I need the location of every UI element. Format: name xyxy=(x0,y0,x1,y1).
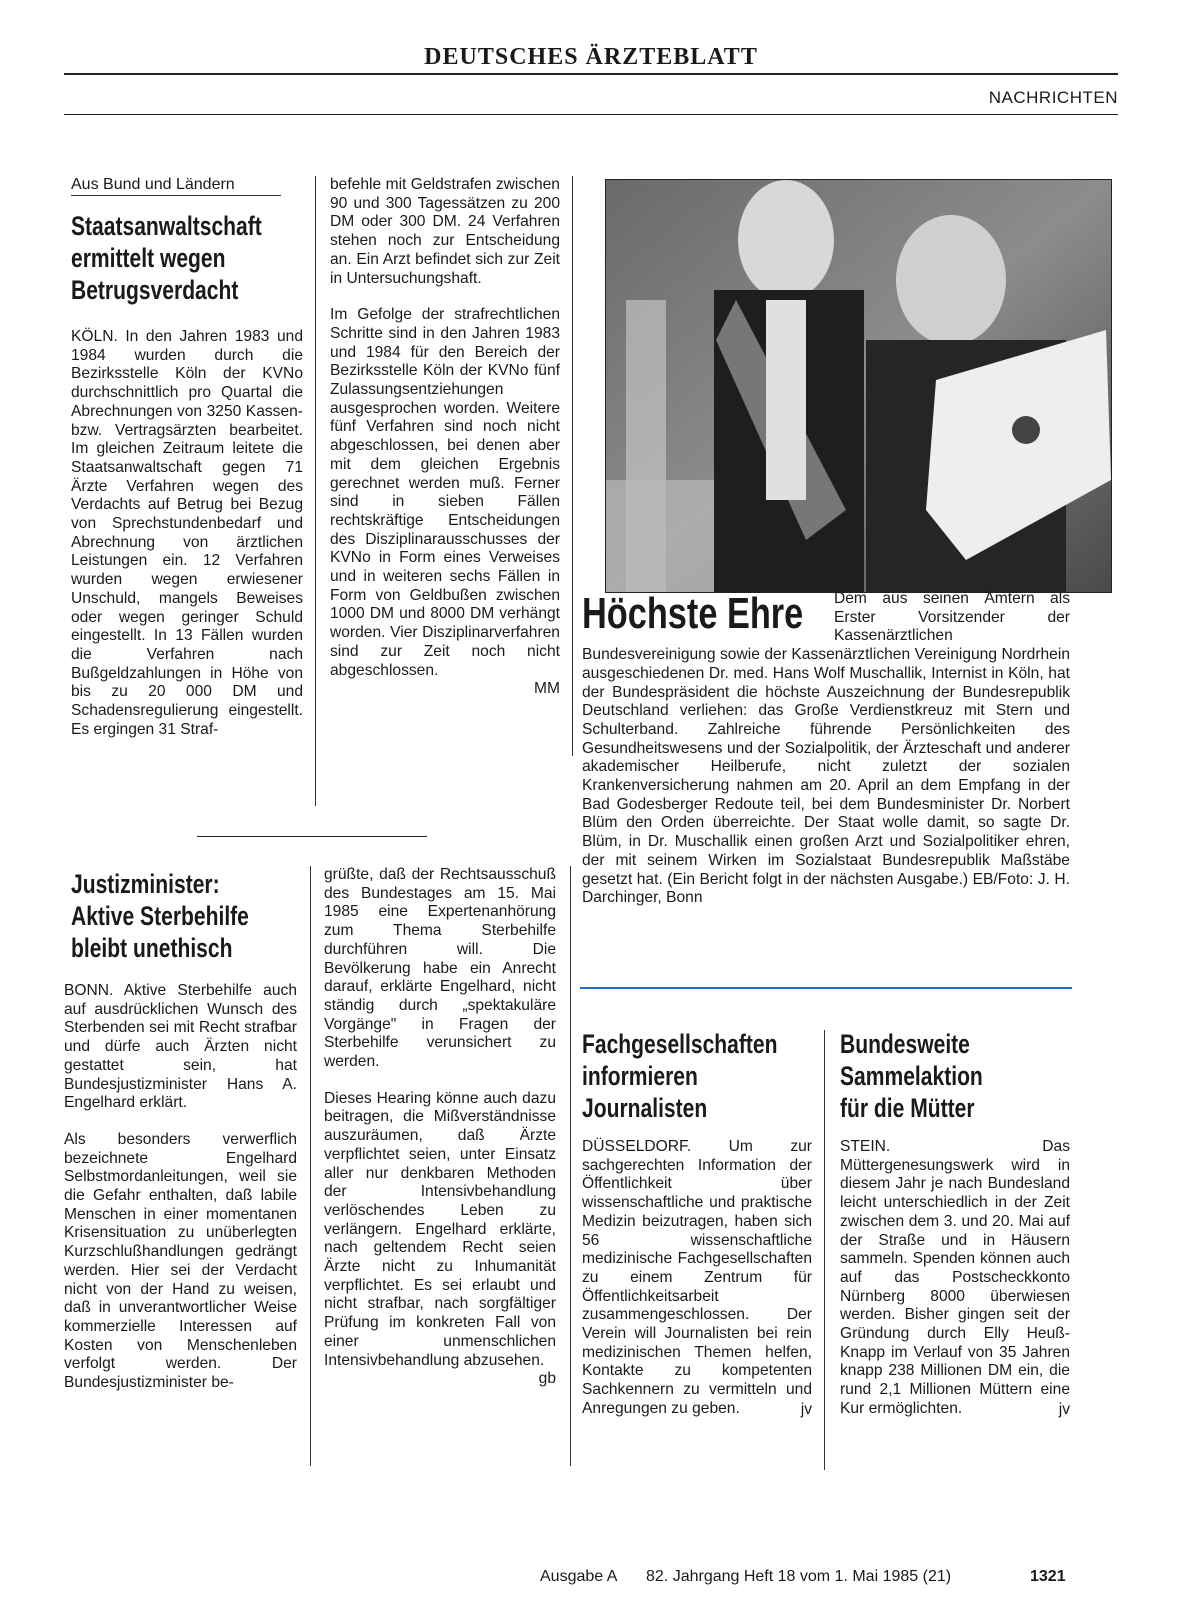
column-divider xyxy=(315,176,316,806)
column-divider xyxy=(572,176,573,756)
article5-body xyxy=(840,1138,1070,1419)
column-divider xyxy=(310,866,311,1466)
section-label: NACHRICHTEN xyxy=(988,88,1118,107)
headline-line: Justizminister: xyxy=(71,869,220,899)
page-number: 1321 xyxy=(1030,1568,1066,1585)
signature: jv xyxy=(800,1400,812,1418)
headline-line: Bundesweite xyxy=(840,1029,970,1059)
masthead: DEUTSCHES ÄRZTEBLATT xyxy=(424,44,758,70)
article1-headline xyxy=(71,210,316,306)
article1-column1 xyxy=(71,328,303,739)
headline-spacer xyxy=(582,590,834,632)
headline-line: informieren xyxy=(582,1061,698,1091)
article2-column1 xyxy=(64,982,297,1393)
headline-line: Betrugsverdacht xyxy=(71,275,239,305)
paragraph: DÜSSELDORF. Um zur sachgerechten Information der Öffentlichkeit über wissenschaftliche und praktische Medizin beizutragen, haben sich 56 wissenschaftliche medizinische Fachgesellschaften zu einem Zentrum für Öffentlichkeitsarbeit zusammengeschlossen. Der Verein will Journalisten bei rein medizinischen Themen helfen, Kontakte zu kompetenten Sachkennern zu vermitteln und Anregungen zu geben. xyxy=(582,1138,812,1417)
signature: jv xyxy=(1058,1400,1070,1418)
paragraph: Im Gefolge der strafrechtlichen Schritte sind in den Jahren 1983 und 1984 für den Bereich der Bezirksstelle Köln der KVNo fünf Zulassungsentziehungen ausgesprochen worden. Weitere fünf Verfahren sind noch nicht abgeschlossen, bei denen aber mit dem gleichen Ergebnis gerechnet werden muß. Ferner sind in sieben Fällen rechtskräftige Entscheidungen des Disziplinarausschusses der KVNo in Form eines Verweises und in weiteren sechs Fällen in Form von Geldbußen zwischen 1000 DM und 8000 DM verhängt worden. Vier Disziplinarverfahren sind zur Zeit noch nicht abgeschlossen. xyxy=(330,306,560,679)
headline-line: ermittelt wegen xyxy=(71,243,226,273)
header-rule xyxy=(64,114,1118,115)
award-photo-illustration xyxy=(606,180,1111,592)
article4-body xyxy=(582,1138,812,1419)
headline-line: Sammelaktion xyxy=(840,1061,983,1091)
paragraph: STEIN. Das Müttergenesungswerk wird in diesem Jahr je nach Bundesland leicht unterschiedlich in der Zeit zwischen dem 3. und 20. Mai auf der Straße und in Häusern sammeln. Spenden können auch auf das Postscheckkonto Nürnberg 8000 überwiesen werden. Bisher gingen seit der Gründung durch Elly Heuß-Knapp im Verlauf von 35 Jahren knapp 238 Millionen DM ein, die rund 2,1 Millionen Müttern eine Kur ermöglichten. xyxy=(840,1138,1070,1417)
award-photo xyxy=(605,179,1112,593)
article2-column2 xyxy=(324,866,556,1389)
headline-line: bleibt unethisch xyxy=(71,933,233,963)
article3-body xyxy=(582,590,1070,908)
section-kicker: Aus Bund und Ländern xyxy=(71,176,281,196)
paragraph: Dieses Hearing könne auch dazu beitragen, die Mißverständnisse auszuräumen, daß Ärzte verpflichtet seien, unter Einsatz aller nur denkbaren Methoden der Intensivbehandlung verlöschendes Leben zu verlängern. Engelhard erklärte, nach geltendem Recht seien Ärzte nicht zu Inhumanität verpflichtet. Es sei erlaubt und nicht strafbar, nach sorgfältiger Prüfung im konkreten Fall von einer unmenschlichen Intensivbehandlung abzusehen. xyxy=(324,1089,556,1369)
article5-headline xyxy=(840,1028,1023,1124)
masthead-rule xyxy=(64,73,1118,75)
article4-headline xyxy=(582,1028,833,1124)
paragraph xyxy=(582,590,1070,908)
paragraph: Als besonders verwerflich bezeichnete Engelhard Selbstmordanleitungen, weil sie die Gefahr enthalten, daß labile Menschen in einer momentanen Krisensituation zu unüberlegten Kurzschlußhandlungen gedrängt werden. Hier sei der Verdacht nicht von der Hand zu weisen, daß in unverantwortlicher Weise kommerzielle Interessen auf Kosten von Menschenleben verfolgt werden. Der Bundesjustizminister be- xyxy=(64,1130,297,1392)
article-separator xyxy=(197,836,427,837)
paragraph: grüßte, daß der Rechtsausschuß des Bundestages am 15. Mai 1985 eine Expertenanhörung zum Thema Sterbehilfe durchführen will. Die Bevölkerung habe ein Anrecht darauf, erklärte Engelhard, nicht ständig durch „spektakuläre Vorgänge" in Fragen der Sterbehilfe verunsichert zu werden. xyxy=(324,866,556,1071)
signature: gb xyxy=(538,1370,556,1388)
headline-line: Aktive Sterbehilfe xyxy=(71,901,249,931)
headline-line: für die Mütter xyxy=(840,1093,975,1123)
signature: MM xyxy=(534,680,560,698)
headline-line: Staatsanwaltschaft xyxy=(71,211,262,241)
article3-text: Dem aus seinen Ämtern als Erster Vorsitzender der Kassenärztlichen Bundesvereinigung sowie der Kassenärztlichen Vereinigung Nordrhein ausgeschiedenen Dr. med. Hans Wolf Muschallik, Internist in Köln, hat der Bundespräsident die höchste Auszeichnung der Bundesrepublik Deutschland verliehen: das Große Verdienstkreuz mit Stern und Schulterband. Zahlreiche führende Persönlichkeiten des Gesundheitswesens und der Sozialpolitik, der Ärzteschaft und anderer akademischer Heilberufe, nicht zuletzt der sozialen Krankenversicherung nahmen am 20. April an dem Empfang in der Bad Godesberger Redoute teil, bei dem Bundesminister Dr. Norbert Blüm den Orden überreichte. Der Staat wolle damit, so sagte Dr. Blüm, in Dr. Muschallik einen großen Arzt und Sozialpolitiker ehren, der mit seinem Wirken im Sozialstaat Bundesrepublik Maßstäbe gesetzt hat. (Ein Bericht folgt in der nächsten Ausgabe.) xyxy=(582,590,1070,888)
column-divider xyxy=(824,1030,825,1470)
paragraph: KÖLN. In den Jahren 1983 und 1984 wurden durch die Bezirksstelle Köln der KVNo durchschnittlich pro Quartal die Abrechnungen von 3250 Kassen- bzw. Vertragsärzten bearbeitet. Im gleichen Zeitraum leitete die Staatsanwaltschaft gegen 71 Ärzte Verfahren wegen des Verdachts auf Betrug bei Bezug von Sprechstundenbedarf und Abrechnung von ärztlichen Leistungen ein. 12 Verfahren wurden wegen erwiesener Unschuld, mangels Beweises oder wegen geringer Schuld eingestellt. In 13 Fällen wurden die Verfahren nach Bußgeldzahlungen in Höhe von bis zu 20 000 DM und Schadensregulierung eingestellt. Es ergingen 31 Straf- xyxy=(71,328,303,738)
headline-line: Journalisten xyxy=(582,1093,708,1123)
paragraph: befehle mit Geldstrafen zwischen 90 und 300 Tagessätzen zu 200 DM oder 300 DM. 24 Verfahren stehen noch zur Entscheidung an. Ein Arzt befindet sich zur Zeit in Untersuchungshaft. xyxy=(330,176,560,287)
footer-issue: 82. Jahrgang Heft 18 vom 1. Mai 1985 (21) xyxy=(646,1568,952,1585)
article3-headline: Höchste Ehre xyxy=(582,589,804,638)
paragraph: BONN. Aktive Sterbehilfe auch auf ausdrücklichen Wunsch des Sterbenden sei mit Recht strafbar und dürfe auch Ärzten nicht gestattet sein, hat Bundesjustizminister Hans A. Engelhard erklärt. xyxy=(64,982,297,1112)
article2-headline xyxy=(71,868,299,964)
blue-separator xyxy=(580,987,1072,989)
article1-column2 xyxy=(330,176,560,699)
photo-credit: EB/Foto: J. H. Darchinger, Bonn xyxy=(582,870,1070,907)
headline-line: Fachgesellschaften xyxy=(582,1029,778,1059)
footer-edition: Ausgabe A xyxy=(540,1568,618,1585)
column-divider xyxy=(570,866,571,1466)
